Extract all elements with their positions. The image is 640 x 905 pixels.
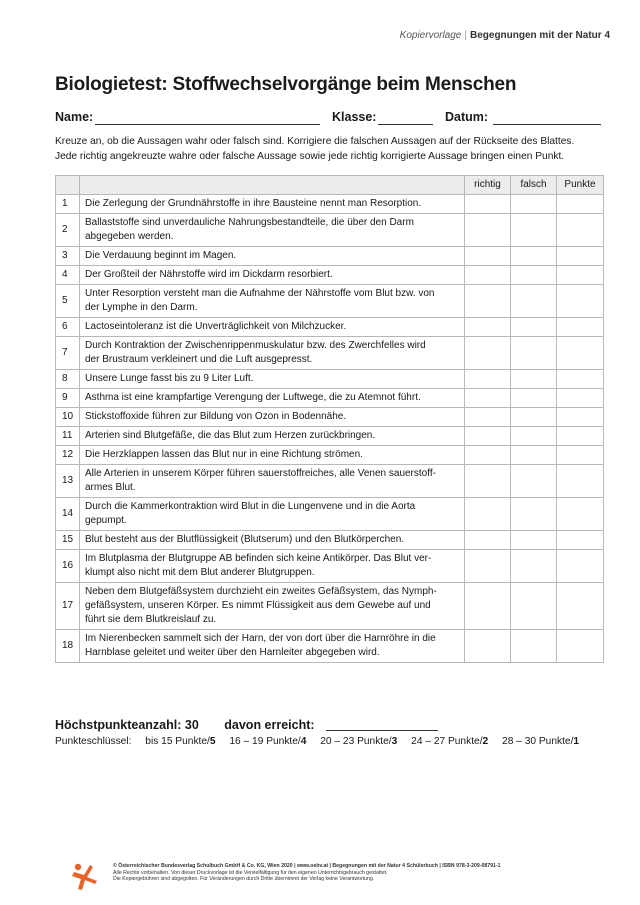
- footer-line: Alle Rechte vorbehalten. Von dieser Druckvorlage ist die Vervielfältigung für den eigenen Unterrichtsgebrauch gestattet.: [113, 869, 388, 876]
- punkte-cell[interactable]: [557, 389, 604, 408]
- statement-cell: [80, 531, 465, 550]
- falsch-cell[interactable]: [511, 195, 557, 214]
- header-cell-punkte: Punkte: [557, 176, 604, 195]
- row-number: 3: [56, 247, 80, 266]
- grading-key-item: [411, 736, 488, 747]
- falsch-cell[interactable]: [511, 408, 557, 427]
- table-row: [56, 266, 604, 285]
- richtig-cell[interactable]: [465, 318, 511, 337]
- row-number: 8: [56, 370, 80, 389]
- punkte-cell[interactable]: [557, 285, 604, 318]
- falsch-cell[interactable]: [511, 498, 557, 531]
- statement-line: Die Herzklappen lassen das Blut nur in eine Richtung strömen.: [85, 449, 363, 460]
- statement-line: Im Nierenbecken sammelt sich der Harn, der von dort über die Harnröhre in die: [85, 633, 436, 644]
- punkte-cell[interactable]: [557, 550, 604, 583]
- grading-key-item: [502, 736, 579, 747]
- grading-grade: 4: [300, 736, 307, 747]
- punkte-cell[interactable]: [557, 195, 604, 214]
- falsch-cell[interactable]: [511, 465, 557, 498]
- row-number: 4: [56, 266, 80, 285]
- class-label: Klasse:: [332, 110, 377, 124]
- statement-line: Unsere Lunge fasst bis zu 9 Liter Luft.: [85, 373, 254, 384]
- statement-cell: [80, 465, 465, 498]
- row-number: 18: [56, 630, 80, 663]
- header-kopiervorlage: Kopiervorlage: [399, 30, 462, 41]
- table-row: [56, 247, 604, 266]
- statement-line: abgegeben werden.: [85, 231, 174, 242]
- table-row: [56, 214, 604, 247]
- punkte-cell[interactable]: [557, 630, 604, 663]
- instructions: [55, 134, 615, 164]
- row-number: 16: [56, 550, 80, 583]
- table-body: [56, 195, 604, 663]
- falsch-cell[interactable]: [511, 337, 557, 370]
- table-row: [56, 370, 604, 389]
- statement-line: Die Verdauung beginnt im Magen.: [85, 250, 237, 261]
- falsch-cell[interactable]: [511, 285, 557, 318]
- table-row: [56, 337, 604, 370]
- statement-line: Harnblase geleitet und weiter über den Harnleiter abgegeben wird.: [85, 647, 380, 658]
- statement-cell: [80, 446, 465, 465]
- punkte-cell[interactable]: [557, 446, 604, 465]
- instruction-line: Kreuze an, ob die Aussagen wahr oder falsch sind. Korrigiere die falschen Aussagen auf der Rückseite des Blattes.: [55, 136, 575, 147]
- grading-key-item: [145, 736, 215, 747]
- punkte-cell[interactable]: [557, 337, 604, 370]
- falsch-cell[interactable]: [511, 531, 557, 550]
- statement-cell: [80, 247, 465, 266]
- richtig-cell[interactable]: [465, 266, 511, 285]
- footer-line: © Österreichischer Bundesverlag Schulbuch GmbH & Co. KG, Wien 2020 | www.oebv.at | Begegnungen mit der Natur 4 Schülerbuch | ISBN 978-3-209-08791-1: [113, 863, 501, 869]
- name-label: Name:: [55, 110, 94, 124]
- page-footer: [70, 861, 600, 891]
- score-line: [55, 718, 438, 732]
- richtig-cell[interactable]: [465, 370, 511, 389]
- punkte-cell[interactable]: [557, 427, 604, 446]
- statement-cell: [80, 427, 465, 446]
- grading-key: [55, 736, 590, 747]
- statement-line: Ballaststoffe sind unverdauliche Nahrungsbestandteile, die über den Darm: [85, 217, 414, 228]
- grading-grade: 2: [482, 736, 489, 747]
- grading-key-item: [229, 736, 306, 747]
- statement-line: Alle Arterien in unserem Körper führen sauerstoffreiches, alle Venen sauerstoff-: [85, 468, 436, 479]
- statement-line: Unter Resorption versteht man die Aufnahme der Nährstoffe vom Blut bzw. von: [85, 288, 435, 299]
- richtig-cell[interactable]: [465, 337, 511, 370]
- statement-cell: [80, 195, 465, 214]
- quiz-table: [55, 175, 604, 663]
- row-number: 13: [56, 465, 80, 498]
- table-row: [56, 465, 604, 498]
- grading-range: 20 – 23 Punkte/: [320, 736, 392, 747]
- grading-grade: 5: [209, 736, 216, 747]
- punkte-cell[interactable]: [557, 498, 604, 531]
- punkte-cell[interactable]: [557, 318, 604, 337]
- punkte-cell[interactable]: [557, 370, 604, 389]
- statement-line: führt sie dem Blutkreislauf zu.: [85, 614, 217, 625]
- statement-cell: [80, 266, 465, 285]
- richtig-cell[interactable]: [465, 285, 511, 318]
- richtig-cell[interactable]: [465, 214, 511, 247]
- row-number: 14: [56, 498, 80, 531]
- table-row: [56, 408, 604, 427]
- falsch-cell[interactable]: [511, 427, 557, 446]
- grading-range: 16 – 19 Punkte/: [229, 736, 301, 747]
- statement-cell: [80, 389, 465, 408]
- row-number: 10: [56, 408, 80, 427]
- falsch-cell[interactable]: [511, 446, 557, 465]
- punkte-cell[interactable]: [557, 465, 604, 498]
- header-cell-number: [56, 176, 80, 195]
- statement-line: der Lymphe in den Darm.: [85, 302, 198, 313]
- statement-line: Durch Kontraktion der Zwischenrippenmuskulatur bzw. des Zwerchfelles wird: [85, 340, 426, 351]
- punkte-cell[interactable]: [557, 214, 604, 247]
- falsch-cell[interactable]: [511, 583, 557, 630]
- row-number: 6: [56, 318, 80, 337]
- row-number: 11: [56, 427, 80, 446]
- row-number: 5: [56, 285, 80, 318]
- punkte-cell[interactable]: [557, 408, 604, 427]
- achieved-field[interactable]: [326, 730, 438, 731]
- name-field[interactable]: [95, 124, 320, 125]
- statement-line: Arterien sind Blutgefäße, die das Blut zum Herzen zurückbringen.: [85, 430, 376, 441]
- row-number: 15: [56, 531, 80, 550]
- falsch-cell[interactable]: [511, 266, 557, 285]
- statement-cell: [80, 214, 465, 247]
- row-number: 7: [56, 337, 80, 370]
- punkte-cell[interactable]: [557, 583, 604, 630]
- row-number: 12: [56, 446, 80, 465]
- richtig-cell[interactable]: [465, 389, 511, 408]
- header-separator: |: [464, 30, 467, 41]
- class-field[interactable]: [378, 124, 433, 125]
- statement-cell: [80, 285, 465, 318]
- statement-line: klumpt also nicht mit dem Blut anderer Blutgruppen.: [85, 567, 315, 578]
- table-row: [56, 550, 604, 583]
- footer-text: [113, 863, 501, 883]
- richtig-cell[interactable]: [465, 408, 511, 427]
- date-field[interactable]: [493, 124, 601, 125]
- falsch-cell[interactable]: [511, 247, 557, 266]
- statement-line: armes Blut.: [85, 482, 136, 493]
- richtig-cell[interactable]: [465, 583, 511, 630]
- header-cell-richtig: richtig: [465, 176, 511, 195]
- statement-line: gefäßsystem, unseren Körper. Es nimmt Flüssigkeit aus dem Gewebe auf und: [85, 600, 431, 611]
- statement-cell: [80, 370, 465, 389]
- grading-grade: 3: [391, 736, 398, 747]
- richtig-cell[interactable]: [465, 630, 511, 663]
- oebv-logo-icon: [70, 861, 100, 891]
- richtig-cell[interactable]: [465, 531, 511, 550]
- max-points-label: Höchstpunkteanzahl: 30: [55, 718, 199, 732]
- table-row: [56, 389, 604, 408]
- row-number: 2: [56, 214, 80, 247]
- statement-line: gepumpt.: [85, 515, 127, 526]
- row-number: 1: [56, 195, 80, 214]
- table-row: [56, 498, 604, 531]
- statement-line: der Brustraum verkleinert und die Luft ausgepresst.: [85, 354, 313, 365]
- statement-cell: [80, 630, 465, 663]
- row-number: 17: [56, 583, 80, 630]
- statement-cell: [80, 337, 465, 370]
- statement-line: Blut besteht aus der Blutflüssigkeit (Blutserum) und den Blutkörperchen.: [85, 534, 405, 545]
- falsch-cell[interactable]: [511, 630, 557, 663]
- richtig-cell[interactable]: [465, 195, 511, 214]
- footer-line: Die Kopiergebühren sind abgegolten. Für Veränderungen durch Dritte übernimmt der Verlag keine Verantwortung.: [113, 876, 375, 883]
- statement-cell: [80, 408, 465, 427]
- punkte-cell[interactable]: [557, 266, 604, 285]
- grading-range: bis 15 Punkte/: [145, 736, 210, 747]
- statement-line: Lactoseintoleranz ist die Unverträglichkeit von Milchzucker.: [85, 321, 347, 332]
- table-row: [56, 531, 604, 550]
- statement-cell: [80, 583, 465, 630]
- date-label: Datum:: [445, 110, 489, 124]
- table-row: [56, 583, 604, 630]
- table-row: [56, 630, 604, 663]
- statement-line: Neben dem Blutgefäßsystem durchzieht ein zweites Gefäßsystem, das Nymph-: [85, 586, 437, 597]
- statement-line: Asthma ist eine krampfartige Verengung der Luftwege, die zu Atemnot führt.: [85, 392, 421, 403]
- table-header-row: [56, 176, 604, 195]
- richtig-cell[interactable]: [465, 550, 511, 583]
- table-row: [56, 427, 604, 446]
- header-cell-falsch: falsch: [511, 176, 557, 195]
- richtig-cell[interactable]: [465, 427, 511, 446]
- falsch-cell[interactable]: [511, 318, 557, 337]
- page-header: [400, 30, 610, 41]
- statement-line: Durch die Kammerkontraktion wird Blut in die Lungenvene und in die Aorta: [85, 501, 416, 512]
- falsch-cell[interactable]: [511, 389, 557, 408]
- instruction-line: Jede richtig angekreuzte wahre oder falsche Aussage sowie jede richtig korrigierte Aussage bringen einen Punkt.: [55, 151, 565, 162]
- richtig-cell[interactable]: [465, 446, 511, 465]
- table-row: [56, 318, 604, 337]
- header-series: Begegnungen mit der Natur 4: [469, 30, 610, 41]
- grading-range: 24 – 27 Punkte/: [411, 736, 483, 747]
- statement-cell: [80, 318, 465, 337]
- page-title: Biologietest: Stoffwechselvorgänge beim Menschen: [55, 74, 517, 95]
- table-row: [56, 285, 604, 318]
- statement-cell: [80, 498, 465, 531]
- statement-line: Die Zerlegung der Grundnährstoffe in ihre Bausteine nennt man Resorption.: [85, 198, 422, 209]
- row-number: 9: [56, 389, 80, 408]
- statement-cell: [80, 550, 465, 583]
- student-fields: [55, 110, 605, 128]
- grading-key-item: [320, 736, 397, 747]
- header-cell-statement: [80, 176, 465, 195]
- grading-range: 28 – 30 Punkte/: [502, 736, 574, 747]
- grading-grade: 1: [573, 736, 580, 747]
- falsch-cell[interactable]: [511, 214, 557, 247]
- falsch-cell[interactable]: [511, 550, 557, 583]
- statement-line: Im Blutplasma der Blutgruppe AB befinden sich keine Antikörper. Das Blut ver-: [85, 553, 432, 564]
- statement-line: Stickstoffoxide führen zur Bildung von Ozon in Bodennähe.: [85, 411, 347, 422]
- punkte-cell[interactable]: [557, 531, 604, 550]
- grading-key-label: Punkteschlüssel:: [55, 736, 132, 747]
- statement-line: Der Großteil der Nährstoffe wird im Dickdarm resorbiert.: [85, 269, 333, 280]
- richtig-cell[interactable]: [465, 498, 511, 531]
- richtig-cell[interactable]: [465, 465, 511, 498]
- table-row: [56, 195, 604, 214]
- punkte-cell[interactable]: [557, 247, 604, 266]
- achieved-label: davon erreicht:: [224, 718, 315, 732]
- falsch-cell[interactable]: [511, 370, 557, 389]
- table-row: [56, 446, 604, 465]
- richtig-cell[interactable]: [465, 247, 511, 266]
